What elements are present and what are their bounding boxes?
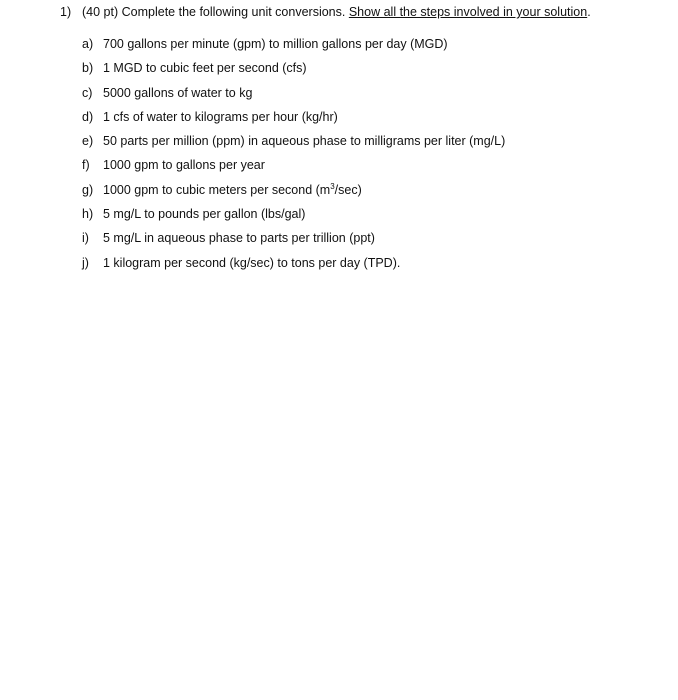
list-item-d: [82, 109, 505, 133]
item-text-after: /sec): [334, 182, 362, 197]
item-letter: a): [82, 37, 94, 51]
question-prompt: Complete the following unit conversions.: [121, 5, 346, 19]
item-letter: h): [82, 207, 94, 222]
item-letter: g): [82, 182, 94, 197]
item-text: 5 mg/L to pounds per gallon (lbs/gal): [103, 207, 306, 222]
item-text: 700 gallons per minute (gpm) to million gallons per day (MGD): [103, 37, 448, 51]
item-text: 1 cfs of water to kilograms per hour (kg/hr): [103, 109, 338, 124]
item-letter: j): [82, 255, 89, 270]
list-item-h: [82, 206, 505, 230]
item-letter: b): [82, 61, 94, 76]
list-item-f: [82, 157, 505, 181]
list-item-b: [82, 60, 505, 84]
item-text: 5 mg/L in aqueous phase to parts per trillion (ppt): [103, 231, 375, 246]
item-superscript: 3: [330, 181, 335, 191]
item-text-before: 1000 gpm to cubic meters per second (m: [103, 182, 331, 197]
item-text: 5000 gallons of water to kg: [103, 85, 253, 100]
item-letter: d): [82, 109, 94, 124]
item-letter: i): [82, 231, 89, 246]
question-instruction: Show all the steps involved in your solution: [348, 5, 588, 19]
item-letter: f): [82, 158, 90, 173]
item-text: 50 parts per million (ppm) in aqueous phase to milligrams per liter (mg/L): [103, 134, 506, 149]
question-points: (40 pt): [82, 5, 119, 19]
question-1: [60, 4, 591, 20]
item-text: 1000 gpm to gallons per year: [103, 158, 265, 173]
question-instruction-end: .: [587, 5, 591, 19]
conversion-list: [82, 36, 505, 279]
item-letter: e): [82, 134, 94, 149]
list-item-j: [82, 255, 505, 279]
list-item-c: [82, 85, 505, 109]
list-item-g: [82, 182, 505, 206]
question-number: 1): [60, 5, 72, 19]
list-item-i: [82, 230, 505, 254]
item-letter: c): [82, 85, 93, 100]
list-item-a: [82, 36, 505, 60]
item-text: 1 MGD to cubic feet per second (cfs): [103, 61, 307, 76]
list-item-e: [82, 133, 505, 157]
item-text: 1 kilogram per second (kg/sec) to tons per day (TPD).: [103, 255, 401, 270]
